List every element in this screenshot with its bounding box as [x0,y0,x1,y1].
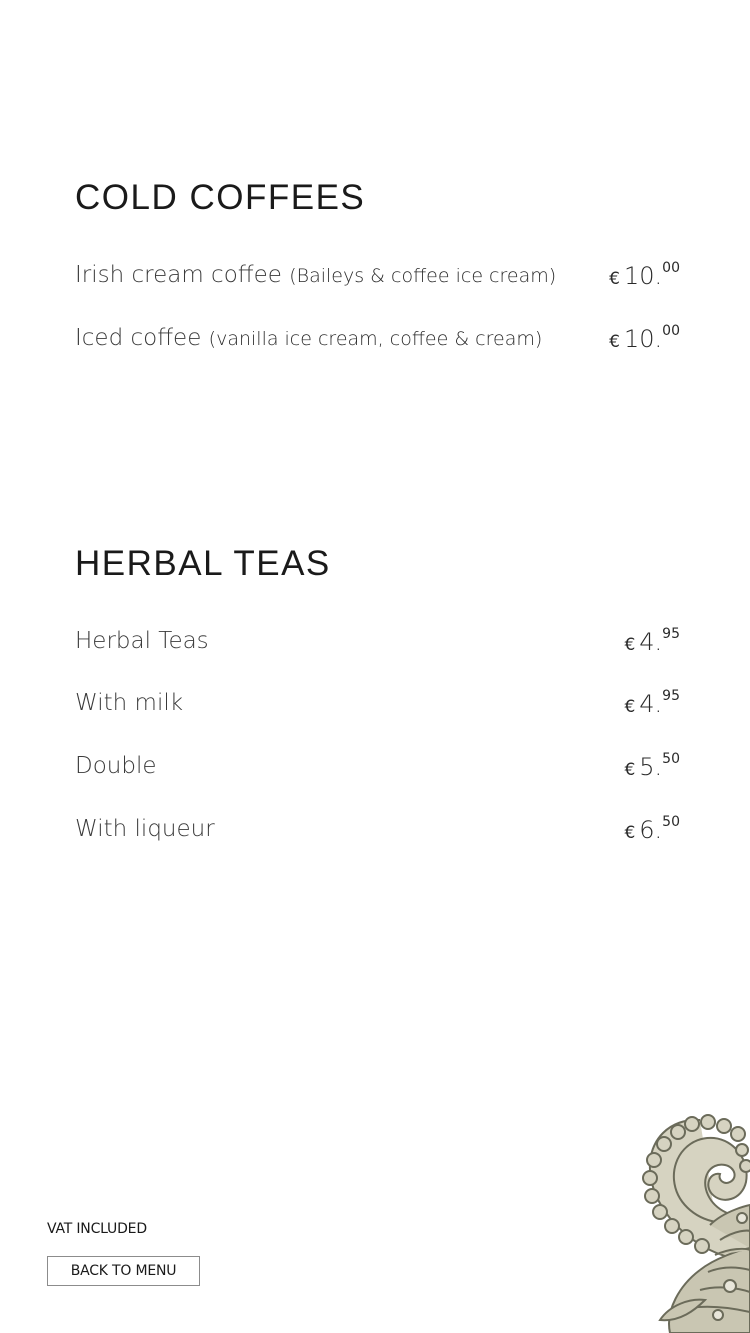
section-title: HERBAL TEAS [75,544,331,583]
item-name-wrap [75,325,542,351]
menu-item [75,256,680,292]
price-main: 10. [624,325,663,353]
price-cents: 00 [662,260,680,276]
item-price [609,260,680,290]
menu-item [75,319,680,355]
item-name: Double [75,753,157,779]
item-name: With milk [75,690,184,716]
currency-symbol: € [624,760,636,780]
item-description: (vanilla ice cream, coffee & cream) [208,328,543,350]
menu-item [75,810,680,846]
price-main: 10. [624,262,663,290]
item-name-wrap [75,262,556,288]
item-name: Iced coffee [75,325,202,351]
price-main: 4. [639,628,663,656]
price-cents: 95 [662,626,680,642]
item-name: Herbal Teas [75,628,209,654]
currency-symbol: € [624,635,636,655]
section-herbal-teas [75,544,680,854]
price-main: 5. [639,753,663,781]
item-price [624,814,680,844]
currency-symbol: € [624,697,636,717]
price-cents: 95 [662,688,680,704]
item-name: With liqueur [75,816,215,842]
menu-item [75,622,680,658]
back-to-menu-button[interactable]: BACK TO MENU [47,1256,200,1286]
vat-included-label: VAT INCLUDED [47,1221,147,1237]
currency-symbol: € [624,823,636,843]
item-price [624,626,680,656]
item-name: Irish cream coffee [75,262,282,288]
price-cents: 50 [662,751,680,767]
price-cents: 00 [662,323,680,339]
currency-symbol: € [609,269,620,289]
item-description: (Baileys & coffee ice cream) [289,265,557,287]
menu-item [75,747,680,783]
item-price [624,751,680,781]
price-main: 4. [639,690,663,718]
item-price [609,323,680,353]
currency-symbol: € [609,332,620,352]
menu-item [75,684,680,720]
price-main: 6. [639,816,663,844]
price-cents: 50 [662,814,680,830]
section-title: COLD COFFEES [75,178,366,217]
item-price [624,688,680,718]
paisley-ornament-icon [630,1110,750,1333]
section-cold-coffees [75,178,680,368]
